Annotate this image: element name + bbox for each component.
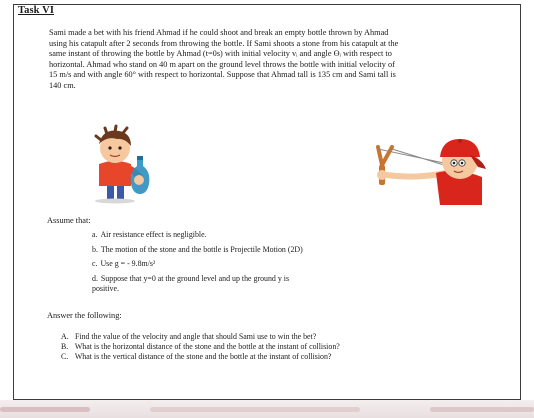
question-item (61, 352, 481, 362)
question-label: B. (61, 341, 69, 351)
assumption-item (92, 284, 412, 295)
intro-line: same instant of throwing the bottle by Ahmad (t=0s) with initial velocity vᵢ and angle ϴᵢ with respect to (49, 49, 392, 59)
item-label: a. (92, 230, 98, 239)
question-item (61, 332, 481, 342)
decorative-stroke (0, 407, 90, 412)
questions-list (61, 332, 481, 361)
answer-heading: Answer the following: (47, 311, 122, 320)
item-label: b. (92, 244, 98, 254)
item-label: d. (92, 273, 98, 283)
assume-heading: Assume that: (47, 216, 91, 225)
intro-line: Sami made a bet with his friend Ahmad if he could shoot and break an empty bottle thrown by Ahmad (49, 28, 389, 37)
item-text: The motion of the stone and the bottle is Projectile Motion (2D) (100, 244, 303, 254)
task-frame (13, 4, 521, 400)
boy-with-bottle-icon (85, 124, 155, 204)
question-item (61, 342, 481, 352)
decorative-stroke (430, 407, 534, 412)
item-text: positive. (92, 284, 119, 294)
item-text: Use g = - 9.8m/s² (100, 259, 156, 269)
intro-line: horizontal. Ahmad who stand on 40 m apart on the ground level throws the bottle with initial velocity of (49, 59, 395, 69)
item-text: Air resistance effect is negligible. (100, 230, 207, 239)
question-text: Find the value of the velocity and angle that should Sami use to win the bet? (74, 332, 317, 341)
assumption-item (92, 274, 412, 285)
task-title: Task VI (18, 5, 55, 16)
assumption-item (92, 230, 412, 241)
intro-line: 140 cm. (49, 80, 76, 90)
question-text: What is the horizontal distance of the stone and the bottle at the instant of collision? (74, 341, 340, 351)
page-bottom-shadow (0, 400, 534, 418)
item-text: Suppose that y=0 at the ground level and up the ground y is (100, 273, 290, 283)
intro-line: using his catapult after 2 seconds from throwing the bottle. If Sami shoots a stone from his catapult at the (49, 38, 399, 48)
question-label: A. (61, 332, 69, 341)
question-label: C. (61, 351, 69, 361)
boy-with-catapult-icon (366, 125, 486, 205)
question-text: What is the vertical distance of the stone and the bottle at the instant of collision? (74, 351, 332, 361)
intro-line: 15 m/s and with angle 60° with respect to horizontal. Suppose that Ahmad tall is 135 cm and Sami tall is (49, 70, 396, 80)
item-label: c. (92, 259, 98, 269)
assumption-item (92, 259, 412, 270)
assumptions-list (92, 230, 412, 299)
problem-statement (49, 28, 484, 92)
assumption-item (92, 245, 412, 256)
decorative-stroke (150, 407, 360, 412)
